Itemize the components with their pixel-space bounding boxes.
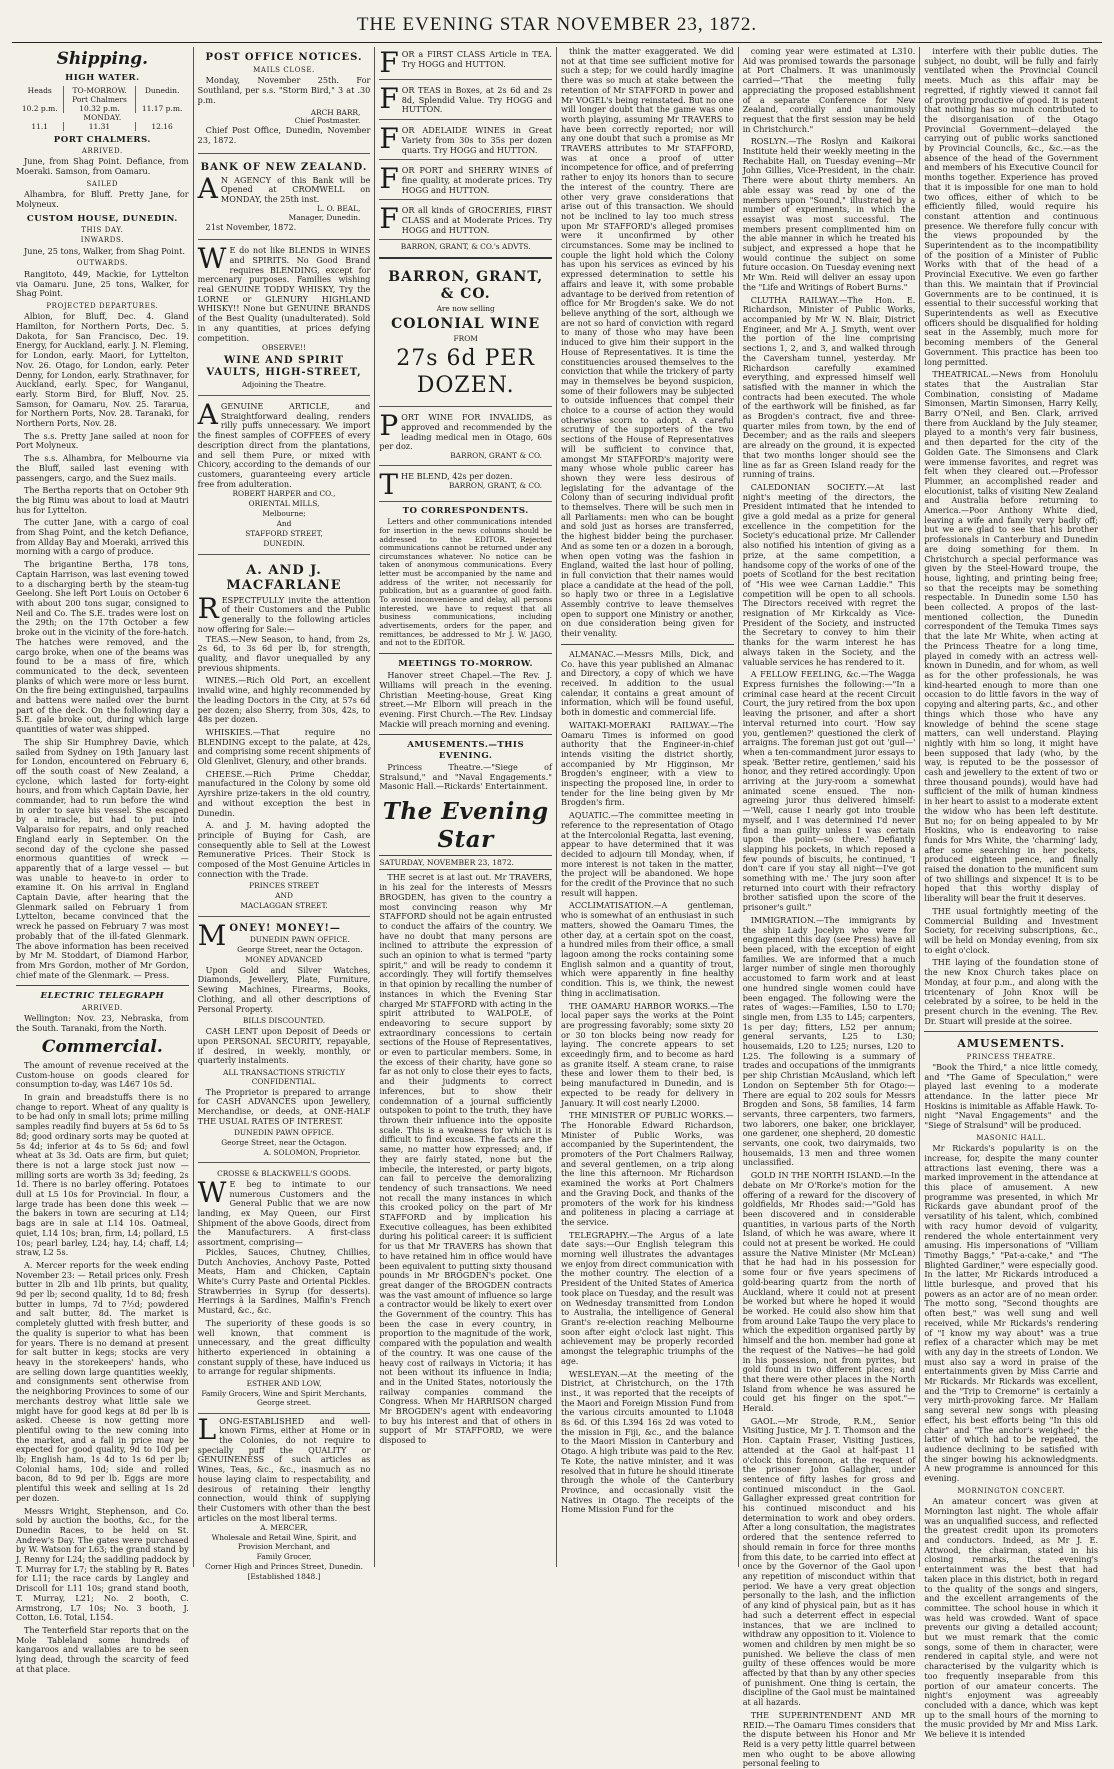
cash-lent: CASH LENT upon Deposit of Deeds or upon PERSONAL SECURITY, repayable, if desired, in weekly, monthly, or quarterly instalments. [197,1026,371,1066]
hogg-text: OR all kinds of GROCERIES, FIRST CLASS and at Moderate Prices. Try HOGG and HUTTON. [401,205,553,235]
arrived-heading: ARRIVED. [81,147,123,156]
correspondents-heading: TO CORRESPONDENTS. [402,505,529,516]
divider [379,653,552,654]
tide-cell: 10.2 p.m. [16,104,64,113]
colonial-wine-ad [379,264,552,407]
masonic-hall-text: Mr Rickards's popularity is on the increase, for, despite the many counter attractions last evening, there was a marked improvement in the attendance at this place of amusement. A new programme was presented, in which Mr Rickards gave abundant proof of the versatility of his talent, which, combined with racy humor devoid of vulgarity, rendered the whole entertainment very amusing. His impersonations of "Villiam Timothy Baggs," "Pat-a-cake," and "The Blighted Gardiner," were especially good. In the latter, Mr Rickards introduced a little burlesque, and proved that his powers as an actor are of no mean order. The motto song, "Second thoughts are often best," was well sung and well received, while Mr Rickards's rendering of "I know my way about" was a true reflex of a character which may be met with any day in the streets of London. We must also say a word in praise of the entertainments given by Miss Carrie and Mr Rickards. Mr Rickards was excellent, and the "Trip to Cremorne" is certainly a very mirth-provoking farce. Mr Hallam sang several new songs with pleasing effect, his best efforts being "In this old chair" and "The anchor's weighed;" the latter of which had to be repeated, the audience declining to be satisfied with the singer bowing his acknowledgments. A new programme is announced for this evening. [924,1143,1099,1484]
pawn-text: Upon Gold and Silver Watches, Diamonds, Jewellery, Plate, Furniture, Sewing Machines, Firearms, Books, Clothing, and all other descriptions of Personal Property. [197,964,371,1014]
hogg-text: OR a FIRST CLASS Article in TEA. Try HOGG and HUTTON. [401,49,553,69]
harper-street: STAFFORD STREET, [245,528,323,538]
outwards-text: Rangitoto, 449, Mackie, for Lyttelton via Oamaru. June, 25 tons, Walker, for Shag Point. [16,268,189,299]
drop-cap: R [197,591,219,625]
wines-text: E do not like BLENDS in WINES and SPIRITS. No Good Brand requires BLENDING, except for mercenary purposes. Families wishing real GENUINE TODDY WHISKY, Try the LORNE or GLENURY HIGHLAND WHISKY!! None but GENUINE BRANDS of the Best Quality (unadulterated). Sold in any quantities, at prices defying competition. [197,245,371,343]
news-item: CLUTHA RAILWAY.—The Hon. E. Richardson, Minister of Public Works, accompanied by Mr W. N. Blair, District Engineer, and Mr A. J. Smyth, went over the portion of the line comprising sections 1, 2, and 3, and walked through the Caversham tunnel, yesterday. Mr Richardson carefully examined everything, and expressed himself well satisfied with the manner in which the contracts had been executed. The whole of the earthwork will be finished, as far as Brogden's contract, five and three-quarter miles from town, by the end of December; and as the rails and sleepers are already on the ground, it is expected that two months longer should see the line as far as Green Island ready for the running of trains. [742,294,916,480]
tide-cell: 12.16 [151,121,173,131]
money-advanced: MONEY ADVANCED [245,954,323,964]
crosse-ad [198,1166,371,1414]
column-3 [375,47,557,1567]
tide-cell: 11.1 [16,122,64,131]
crosse-list: Pickles, Sauces, Chutney, Chillies, Dutch Anchovies, Anchovy Paste, Potted Meats, Ham and Chicken, Captain White's Curry Paste and Oriental Pickles. Strawberries in Syrup (for desserts). Herrings à la Sardines, Malfin's French Mustard, &c., &c. [197,1246,371,1316]
money-title: ONEY! MONEY!— [229,923,341,935]
drop-cap: W [197,1175,227,1209]
news-item: ROSLYN.—The Roslyn and Kaikorai Institute held their weekly meeting in the Rechabite Hall, on Tuesday evening—Mr John Gillies, Vice-President, in the chair. There were about thirty members. An able essay was read by one of the members upon "Sound," illustrated by a number of experiments, in which the essayist was most successful. The members present complimented him on the able manner in which he treated his subject, and expressed a hope that he would continue the subject on some future occasion. On Tuesday evening next Mr Wm. Reid will deliver an essay upon the "Life and Writings of Robert Burns." [742,136,916,292]
mercer-sub: Wholesale and Retail Wine, Spirit, and Provision Merchant, and [211,1533,357,1552]
tide-col-heads: Heads [16,86,64,104]
crosse-note: The superiority of these goods is so well known, that comment is unnecessary, and the great difficulty hitherto experienced in obtaining a constant supply of these, have induced us to arrange for regular shipments. [197,1317,371,1377]
princess-theatre-text: "Book the Third," a nice little comedy, and "The Game of Speculation," were played last evening to a moderate attendance. In the latter piece Mr Hoskins is inimitable as Affable Hawk. To-night "Naval Engagements" and the "Siege of Stralsund" will be produced. [924,1061,1099,1131]
tide-table [16,86,189,131]
hogg-ad [379,47,552,80]
observe: OBSERVE!! [262,343,306,353]
divider [924,1031,1098,1032]
telegraph-heading: ELECTRIC TELEGRAPH [40,991,165,1002]
solomon: A. SOLOMON, Proprietor. [263,1148,361,1158]
from-label: FROM [453,333,478,343]
telegraph-arrived: ARRIVED. [81,1003,123,1012]
mercer-sub: Family Grocer, [256,1552,312,1562]
harper-mills: ORIENTAL MILLS, [248,499,320,509]
harper-name: ROBERT HARPER and CO., [232,489,336,499]
drop-cap: T [379,467,399,501]
columns [12,46,1102,1769]
now-selling: Are now selling [436,303,495,313]
news-item: GAOL.—Mr Strode, R.M., Senior Visiting Justice, Mr J. T. Thomson and the Hon. Captain Fraser, Visiting Justices, attended at the Gaol at half-past 11 o'clock this forenoon, at the request of the prisoner John Gallagher, under sentence of fifty lashes for gross and continued misconduct in the Gaol. Gallagher expressed great contrition for his continued misconduct and his determination to work and obey orders. After a long consultation, the magistrates ordered that the sentence referred to should remain in force for three months from this date, to be carried into effect at once by the Governor of the Gaol upon any repetition of misconduct within that period. We have a very great objection personally to the lash, and the infliction of any kind of physical pain, but as it has had such a deterrent effect in especial instances, that we are inclined to withdraw any opposition to it. Violence to women and children by men might be so punished. We believe the class of men guilty of these offences would be more affected by that than by any other species of punishment. One thing is certain, the discipline of the Gaol must be maintained at all hazards. [742,1415,916,1708]
column-5 [739,46,921,1769]
drop-cap: F [379,202,399,236]
column-4 [557,47,739,1567]
established: [Established 1848.] [247,1571,321,1581]
teas-item: TEAS.—New Season, to hand, from 2s, 2s 6d, to 3s 6d per lb, for strength, quality, and flavor unequalled by any previous shipments. [197,633,371,673]
sailed-heading: SAILED [86,179,119,188]
mail-text: Monday, November 25th. For Southland, per s.s. "Storm Bird," 3 at .30 p.m. [197,75,371,105]
editorial-text: THE secret is at last out. Mr TRAVERS, in his zeal for the interests of Messrs BROGDEN, has given to the country a most convincing reason why Mr STAFFORD should not be again entrusted to conduct the affairs of the country. We have no doubt that many persons are inclined to attribute the expression of such an opinion to what is termed "party spirit," and will be ready to condemn it accordingly. They will fortify themselves in that opinion by recalling the number of instances in which the Evening Star charged Mr STAFFORD with acting in the spirit attributed to WALPOLE, of endeavoring to secure support by extraordinary concessions to certain sections of the House of Representatives, or even to particular members. Some, in the excess of their charity, have gone so far as not only to close their eyes to facts, and their judgments to correct inferences, but to show their condemnation of a journal sufficiently outspoken to point to the truth, they have thrown their influence into the opposite scale. This is a weakness for which it is difficult to find excuse. The facts are the same, no matter how expressed; and, if they are fairly stated, none but the imbecile, the interested, or party bigots, can fail to perceive the demoralizing tendency of such transactions. We need not recall the many instances in which this crooked policy on the part of Mr STAFFORD and by implication his Executive colleagues, has been exhibited during his political career: it is sufficient for us that Mr TRAVERS has shown that to have retained him in office would have been equivalent to putting sixty thousand pounds in Mr BROGDEN's pocket. One great danger of the BROGDEN contracts was the vast amount of influence so large a contractor would be likely to exert over the Government of the country. This has been the case in every country, in proportion to the magnitude of the work, compared with the population and wealth of the country. It was one cause of the heavy cost of railways in Victoria; it has not been without its influence in India; and in the United States, notoriously the railway companies command the Congress. When Mr HARRISON charged Mr BROGDEN's agent with endeavoring to buy his interest and that of others in support of Mr STAFFORD, we were disposed to [379,872,553,1446]
hogg-ad [379,83,552,120]
mails-close: MAILS CLOSE. [253,66,315,74]
tide-col-dunedin: Dunedin. [144,85,180,95]
news-item: THE MINISTER OF PUBLIC WORKS.—The Honorable Edward Richardson, Minister of Public Works, was accompanied by the Superintendent, the promoters of the Port Chalmers Railway, and several gentlemen, on a trip along the line this afternoon. Mr Richardson examined the works at Port Chalmers and the Graving Dock, and thanks of the promoters of the work for his kindness and politeness in placing a carriage at the service. [561,1110,734,1227]
news-item: interfere with their public duties. The subject, no doubt, will be fully and fairly ventilated when the Provincial Council meets. Much as this affair may be regretted, if rightly viewed it cannot fail of proving productive of good. It is patent that nothing has so much contributed to the disorganisation of the Otago Provincial Government—delayed the carrying out of public works sanctioned by Provincial Councils, &c., &c.—as the absence of the head of the Government and members of his Executive Council for months together. Experience has proved that it is impossible for one man to hold two offices, either of which to be efficiently filled, would require his constant attention and continuous presence. We therefore fully concur with the views propounded by the Superintendent as to the incompatibility of the position of a Minister of Public Works with that of the head of a Provincial Executive. We even go farther than this. We maintain that if Provincial Governments are to be continued, it is essential to their successful working that Superintendents as well as Executive officers should be disqualified for holding seat in the Assembly, much more for becoming members of the General Government. This practice has been too long permitted. [924,46,1099,367]
princess-theatre-heading: PRINCESS THEATRE. [966,1052,1056,1061]
news-item: TELEGRAPHY.—The Argus of a late date says:—Our English telegram this morning well illustrates the advantages we enjoy from direct communication with the mother country. The election of a President of the United States of America took place on Tuesday, and the result was on Wednesday transmitted from London to Australia, the intelligence of General Grant's re-election reaching Melbourne soon after eight o'clock last night. This achievement may be properly recorded amongst the telegraphic triumphs of the age. [561,1229,734,1366]
adjoining: Adjoining the Theatre. [241,380,327,390]
amusements-text: Princess Theatre.—"Siege of Stralsund," and "Naval Engagements." Masonic Hall.—Rickards' Entertainment. [379,762,553,792]
tide-monday: MONDAY. [83,112,122,122]
esther-sub: Family Grocers, Wine and Spirit Merchants, George street. [201,1388,367,1407]
drop-cap: M [197,919,227,953]
mercer-text: ONG-ESTABLISHED and well-known Firms, either at Home or in the Colonies, do not require to specially puff the QUALITY or GENUINENESS of such articles as Wines, Teas, &c., &c., inasmuch as no house laying claim to respectability, and desirous of retaining their lengthy connection, would think of supplying their Customers with other than the best articles on the most liberal terms. [197,1415,371,1523]
esther-low: ESTHER AND LOW, [246,1379,322,1389]
amusements-section-heading: AMUSEMENTS. [957,1037,1066,1051]
drop-cap: P [379,409,399,443]
customs-heading: CUSTOM HOUSE, DUNEDIN. [26,213,178,224]
proprietor-text: The Proprietor is prepared to arrange for CASH ADVANCES upon Jewellery, Merchandise, or deeds, at ONE-HALF THE USUAL RATES OF INTEREST. [197,1086,371,1126]
blend-sign: BARRON, GRANT, & CO. [448,480,543,490]
bank-ad [198,157,371,241]
amusements-heading: AMUSEMENTS.—THIS EVENING. [407,740,525,761]
pawn-office: DUNEDIN PAWN OFFICE. [249,935,350,945]
cheese-item: CHEESE.—Rich Prime Cheddar, manufactured in the Colony by some old Ayrshire prize-takers in the old country, and without exception the best in Dunedin. [197,768,371,818]
commercial-heading: Commercial. [41,1036,163,1057]
wines-ad [198,243,371,396]
pawn-office-2: DUNEDIN PAWN OFFICE. [233,1128,335,1138]
macfarlane-ad [198,558,371,918]
wine-price: 27s 6d PER DOZEN. [396,346,536,398]
harper-city: Melbourne; [262,509,306,519]
port-text: ORT WINE FOR INVALIDS, as approved and recommended by the leading medical men in Otago, 60s per doz. [379,412,553,452]
hogg-ad [379,123,552,160]
port-sign: BARRON, GRANT & CO. [450,451,543,461]
wine-vaults: WINE AND SPIRIT VAULTS, HIGH-STREET, [206,355,362,379]
shipping-heading: Shipping. [56,49,149,69]
column-2 [194,47,376,1581]
shipping-news: The ship Sir Humphrey Davie, which sailed from Sydney on 19th January last for London, encountered on February 6, off the south coast of New Zealand, a cyclone, which lasted for forty-eight hours, and from which Captain Davie, her commander, had to run before the wind in order to save his vessel. She escaped by a miracle, but had to put into Valparaiso for repairs, and only reached England early in September. On the second day of the cyclone she passed enormous quantities of wreck — apparently that of a large vessel — but was unable to heave-to in order to examine it. On his arrival in England Captain Davie, after hearing that the Glenmark sailed on February 1 from Lyttelton, became convinced that the wreck he passed on February 7 was most probably that of the ill-fated Glenmark. The above information has been received by Mr M. Stoddart, of Diamond Harbor, from Mrs Gordon, mother of Mr Gordon, chief mate of the Glenmark. — Press. [16,736,189,980]
macfarlane-note: A. and J. M. having adopted the principle of Buying for Cash, are consequently able to Sell at the Lowest Remunerative Prices. Their Stock is composed of the Most Genuine Articles in connection with the Trade. [197,820,371,879]
drop-cap: F [379,122,399,156]
pawn-location: George Street, near the Octagon. [237,944,363,954]
sailed-text: Alhambra, for Bluff. Pretty Jane, for Molyneux. [16,189,189,209]
news-item: THE laying of the foundation stone of the new Knox Church takes place on Monday, at four p.m., and along with the tricentenary of John Knox will be celebrated by a soiree, to be held in the present church in the evening. The Rev. Dr. Stuart will preside at the soiree. [924,957,1099,1026]
commercial-text: A. Mercer reports for the week ending November 23: — Retail prices only. Fresh butter in 2lb and 1lb prints, but quality, 9d per lb; second quality, 1d to 8d; fresh butter in lumps, 7d to 7½d; powdered and salt butter, 8d. The market is completely glutted with fresh butter, and the quality is superior to what has been for years. There is no demand at present for salt butter in kegs; stocks are very heavy in the storekeepers' hands, who are selling down large quantities weekly, and consignments sent otherwise from the neighboring Provinces to some of our merchants destroy what little sale we might have for good kegs at 8d per lb is asked. Cheese is now getting more plentiful owing to the new coming into the market, and a fall in price may be expected for good quality, 9d to 10d per lb; English ham, 1s 4d to 1s 6d per lb; Colonial hams, 10d; side and rolled bacon, 8d to 9d per lb. Eggs are more plentiful this week and selling at 1s 2d per dozen. [16,1259,189,1503]
port-heading: PORT CHALMERS. [53,134,151,145]
bank-sign-title: Manager, Dunedin. [288,212,361,222]
projected-heading: PROJECTED DEPARTURES. [46,301,159,310]
mornington-heading: MORNINGTON CONCERT. [957,1486,1066,1495]
post-office-title: POST OFFICE NOTICES. [205,52,363,63]
mercer-sub: Corner High and Princes Street, Dunedin. [205,1561,363,1571]
news-item: coming year were estimated at L310. Aid was promised towards the parsonage at Port Chalmers. It was unanimously carried—"That the meeting fully appreciating the proposed establishment of a separate Conference for New Zealand, cordially and unanimously request that the first session may be held in Christchurch." [742,46,916,134]
shipping-news: The s.s. Pretty Jane sailed at noon for Port Molyneux. [16,430,189,451]
drop-cap: F [379,162,399,196]
barron-title: BARRON, GRANT, & CO. [388,269,544,303]
bills-discounted: BILLS DISCOUNTED. [242,1016,326,1026]
princes-and: AND [275,891,293,901]
shipping-news: The s.s. Alhambra, for Melbourne via the Bluff, sailed last evening with passengers, cargo, and the Suez mails. [16,453,189,483]
commercial-text: The amount of revenue received at the Custom-house on goods cleared for consumption to-day, was L467 10s 5d. [16,1059,189,1090]
shipping-news: The Bertha reports that on October 9th the big Rimu was about to load at Mautri hus for Lyttelton. [16,485,189,515]
drop-cap: W [197,242,227,276]
telegraph-text: Wellington: Nov. 23, Nebraska, from the South. Taranaki, from the North. [16,1013,189,1033]
bank-date: 21st November, 1872. [205,221,297,232]
news-item: ACCLIMATISATION.—A gentleman, who is somewhat of an enthusiast in such matters, showed the Oamaru Times, the other day, at a certain spot on the coast, a hundred miles from their office, a small lagoon among the rocks containing some English salmon and a quantity of trout, which were apparently in fine healthy condition. This is, we think, the newest thing in acclimatisation. [561,900,734,998]
masonic-hall-heading: MASONIC HALL. [976,1133,1047,1142]
news-item: CALEDONIAN SOCIETY.—At last night's meeting of the directors, the President intimated that he intended to give a gold medal as a prize for general excellence in the competition for the Society's educational prize. Mr Callender also notified his intention of giving as a prize, at the same competition, a handsome copy of the works of one of the poets of Scotland for the best recitation of "His wee wee Carnan Laddie." This competition will be open to all schools. The Directors received with regret the resignation of Mr Kirkcaldy as Vice-President of the Society, and instructed the Secretary to convey to him their thanks for the warm interest he has always taken in the Society, and the valuable services he has rendered to it. [742,481,916,667]
news-item: A FELLOW FEELING, &c.—The Wagga Express furnishes the following:—"In a criminal case heard at the recent Circuit Court, the jury retired from the box upon leaving the prisoner, and after a short interval returned into court. 'How say you, gentlemen?' questioned the clerk of arraigns. The foreman just got out 'guil—' when a ten-commandment juror essays to speak. 'Better retire, gentlemen,' said his honor, and they retired accordingly. Upon arriving at the jury-room a somewhat animated scene ensued. The non-agreeing juror thus delivered himself:—'Well, cause I nearly got into trouble myself, and I was determined I'd never find a man guilty unless I was certain upon the point—so there.' Defiantly slapping his pockets, in which reposed a few pounds of biscuits, he continued, 'I don't care if you stay all night—I've got something with me.' The jury soon after returned into court with their refractory brother satisfied upon the score of the prisoner's guilt." [742,669,916,913]
mercer-name: A. MERCER, [260,1523,308,1533]
meetings-text: Hanover street Chapel.—The Rev. J. Williams will preach in the evening. Christian Meeting-house, Great King street.—Mr Elborn will preach in the evening. First Church.—The Rev. Lindsay Mackie will preach morning and evening. [379,670,553,729]
drop-cap: F [379,46,399,79]
coffee-ad [198,399,371,555]
pawn-location-2: George Street, near the Octagon. [221,1138,347,1148]
hogg-ad [379,163,552,200]
crosse-text: E beg to intimate to our numerous Customers and the General Public that we are now landing, ex May Queen, our First Shipment of the above Goods, direct from the Manufacturers. A first-class assortment, comprising— [197,1178,371,1248]
port-wine-ad [379,410,552,466]
projected-text: Albion, for Bluff, Dec. 4. Gland Hamilton, for Northern Ports, Dec. 5. Dakota, for San Francisco, Dec. 19. Energy, for Auckland, early. J. N. Fleming, for London, early. Maori, for Lyttelton, Nov. 26. Otago, for London, early. Peter Denny, for London, early. Strathnaver, for Auckland, early. Spec, for Wanganui, early. Storm Bird, for Bluff, Nov. 25. Samson, for Oamaru, Nov. 25. Tararua, for Northern Ports, Nov. 28. Taranaki, for Northern Ports, Nov. 28. [16,311,189,429]
harper-town: DUNEDIN. [263,538,305,548]
news-item: GOLD IN THE NORTH ISLAND.—In the debate on Mr O'Rorke's motion for the offering of a reward for the discovery of goldfields, Mr Rhodes said:—"Gold has been discovered and in considerable quantities, in various parts of the North Island, of which he was aware, where it could not at present be worked. He could assure the Native Minister (Mr McLean) that he had had in his possession for some four or five years specimens of gold-bearing quartz from the north of Auckland, where it could not at present be worked but where he hoped it would be worked. He could also show him that from around Lake Taupo the very place to which the expedition organised partly by himself and the hon. member had gone at the request of the Natives—he had gold in his possession, not from pyrites, but gold found in two different places; and that there were other places in the North Island from whence he was assured he could get his finger on the spot."—Herald. [742,1170,916,1414]
harper-and: And [276,518,292,528]
drop-cap: F [379,82,399,115]
news-item: AQUATIC.—The committee meeting in reference to the representation of Otago at the Intercolonial Regatta, last evening, appear to have determined that it was decided to adjourn till Monday, when, if more interest is not taken in the matter, the project will be abandoned. We hope for the credit of the Province that no such result will happen. [561,810,734,898]
hogg-text: OR ADELAIDE WINES in Great Variety from 30s to 35s per dozen quarts. Try HOGG and HUTTON. [401,125,553,155]
page-title: THE EVENING STAR NOVEMBER 23, 1872. [12,14,1102,43]
column-6 [920,46,1102,1740]
tide-cell: 11.17 p.m. [141,103,183,113]
news-item: WESLEYAN.—At the meeting of the District, at Christchurch, on the 17th inst., it was reported that the receipts of the Maori and Foreign Mission Fund from the various circuits amounted to L1048 8s 6d. Of this L394 16s 2d was voted to the mission in Fiji, &c., and the balance to the Maori Mission in Canterbury and Otago. A high tribute was paid to the Rev. Te Kote, the native minister, and it was resolved that in future he should itinerate through the whole of the Canterbury Province, and occasionally visit the Natives in Otago. The receipts of the Home Mission Fund for the [561,1368,734,1515]
meetings-heading: MEETINGS TO-MORROW. [398,658,534,669]
wines-item: WINES.—Rich Old Port, an excellent invalid wine, and highly recommended by the leading Doctors in the City, at 57s 6d per dozen; also Sherry, from 30s, 42s, to 48s per dozen. [197,675,371,725]
mornington-text: An amateur concert was given at Mornington last night. The whole affair was an unqualified success, and reflected the greatest credit upon its promoters and conductors. Indeed, as Mr J. E. Attwood, the chairman, stated in his closing remarks, the evening's entertainment was the best that had taken place in this district, both in regard to the quality of the songs and singers, and the excellent arrangements of the committee. The school house in which it was held was crowded. Want of space prevents our giving a detailed account; but we must remark that the comic songs, some of them in character, were rendered in capital style, and were not characterised by the vulgarity which is too frequently inseparable from this portion of our amateur concerts. The night's enjoyment was agreeably concluded with a dance, which was kept up to the small hours of the morning to the music provided by Mr and Miss Lark. We believe it is intended [924,1496,1099,1740]
divider [379,257,552,259]
commercial-text: Messrs Wright, Stephenson, and Co. sold by auction the booths, &c., for the Dunedin Races, to be held on St. Andrew's Day. The gates were purchased by W. Watson for L63; the grand stand by J. Renny for L24; the saddling paddock by T. Murray for L7; the stabling by R. Bates for L11; the race cards by Langley and Driscoll for L11 10s; grand stand booth, T. Murray, L21; No. 2 booth, C. Armstrong, L7 10s; No. 3 booth, J. Cotton, L6. Total, L154. [16,1505,189,1623]
dateline: SATURDAY, NOVEMBER 23, 1872. [379,855,552,870]
macfarlane-title: A. AND J. MACFARLANE [226,562,342,594]
divider [379,734,552,735]
arrived-text: June, from Shag Point. Defiance, from Moeraki. Samson, from Oamaru. [16,156,189,177]
coffee-text: GENUINE ARTICLE, and Straightforward dealing, renders rilly puffs unnecessary. We import the finest samples of COFFEES of every description direct from the plantations, and sell them Pure, or mixed with Chicory, according to the demands of our customers, guaranteeing every article free from adulteration. [197,401,371,489]
pawn-ad [198,920,371,1163]
news-item: THE OAMARU HARBOR WORKS.—The local paper says the works at the Point are progressing favorably; some sixty 20 or 30 ton blocks being now ready for laying. The concrete appears to set exceedingly firm, and to become as hard as granite itself. A steam crane, to raise these and lower them to their bed, is being manufactured in Dunedin, and is expected to be ready for delivery in January. It will cost nearly L2000. [561,1000,734,1108]
news-item: ALMANAC.—Messrs Mills, Dick, and Co. have this year published an Almanac and Directory, a copy of which we have received. In addition to the usual calendar, it contains a great amount of information, which will be found useful, both in domestic and commercial life. [561,648,734,718]
news-item: THE usual fortnightly meeting of the Commercial Building and Investment Society, for receiving subscriptions, &c., will be held on Monday evening, from six to eight o'clock. [924,905,1099,955]
barron-ads-heading: BARRON, GRANT, & CO.'s ADVTS. [400,242,531,252]
outwards-heading: OUTWARDS. [76,259,128,268]
commercial-text: In grain and breadstuffs there is no change to report. Wheat of any quality is to be had only in small lots; prime milling samples readily find buyers at 5s 6d to 5s 8d; good ordinary sorts may be quoted at 5s 4d; inferior at 4s to 5s 6d; and fowl wheat at 3s 3d. Oats are firm, but quiet; there is not a large stock just now — milling sorts are worth 3s 3d; feeding, 2s 1d. There is no barley offering. Potatoes dull at L5 10s for Provincial. In flour, a large trade has been done this week — the bakers in town are securing at L14; bags are in sale at L14 10s. Oatmeal, quiet, L14 10s; bran, firm, L4; pollard, L5 10s; pearl barley, L24; hay, L4; chaff, L4; straw, L2 5s. [16,1092,189,1258]
this-day: THIS DAY. [81,225,124,234]
crosse-title: CROSSE & BLACKWELL'S GOODS. [217,1169,351,1179]
post-sign: ARCH BARR, [310,107,361,117]
colonial-wine: COLONIAL WINE [391,315,541,332]
shipping-news: The cutter Jane, with a cargo of coal from Shag Point, and the ketch Defiance, from Allday Bay and Moeraki, arrived this morning with a cargo of produce. [16,517,189,557]
hogg-text: OR PORT and SHERRY WINES of fine quality, at moderate prices. Try HOGG and HUTTON. [401,165,553,195]
princes-street: PRINCES STREET [249,881,319,891]
divider [561,644,734,645]
editorial-continued: think the matter exaggerated. We did not at that time see sufficient motive for such a step; for we could hardly imagine there was so much at stake between the retention of Mr STAFFORD in power and Mr VOGEL's being reinstated. But no one will longer doubt that the game was one worth playing, assuming Mr TRAVERS to have been correctly reported; nor will any one doubt that such a promise as Mr TRAVERS attributes to Mr STAFFORD, was at once a proof of utter incompetence for office, and of preferring rather to enjoy its honors than to secure the interest of the country. There are other very grave considerations that arise out of this transaction. We should not be inclined to lay too much stress upon Mr STAFFORD's alleged promises were it unconfirmed by other circumstances. Some may be inclined to couple the light hold which the Colony has upon his services as evinced by his expressed determination to settle his affairs and leave it, with some probable advantage to be derived from retention of office for Mr Brogden's sake. We do not believe anything of the sort, although we are not so hard of conviction with regard to many of those who may have been induced to give him their support in the House of Representatives. It is time the constituencies aroused themselves to the conviction that while the trickery of party may in themselves be beyond suspicion, some of their followers may be subjected to outside influences that compel their choice to a course of action they would otherwise scorn to adopt. A careful scrutiny of the supporters of the two sections of the House of Representatives will be sufficient to convince that, amongst Mr STAFFORD's majority were many whose whole public career has shown they were less desirous of legislating for the advantage of the Colony than of securing individual profit to themselves. There will be such men in all Parliaments: men who can be bought and sold just as horses are transferred, the highest bidder being the purchaser. And as some ten or a dozen in a borough, when open voting was the fashion in England, waited the last hour of polling, in full conviction that their names would place a candidate at the head of the poll, so haply two or three in a Legislative Assembly contrive to leave themselves open to support one Ministry or another, on due consideration being given for their venality. [561,46,734,639]
tide-cell: 11.31 [64,122,135,131]
post-sign-title: Chief Postmaster. [294,116,361,126]
inwards-heading: INWARDS. [80,236,124,245]
drop-cap: A [197,171,218,205]
hogg-ad [379,203,552,240]
macfarlane-text: ESPECTFULLY invite the attention of their Customers and the Public generally to the following articles now offering for Sale:— [197,594,371,634]
news-item: THEATRICAL.—News from Honolulu states that the Australian Star Combination, consisting of Madame Simonsen, Martin Simonsen, Harry Kelly, Barry O'Neil, and Ben. Clark, arrived there from Auckland by the July steamer, played to a month's very fair business, and then departed for the city of the Golden Gate. The Simonsens and Clark were immense favorites, and regret was felt when they cleared out.—Professor Plummer, an accomplished reader and elocutionist, talks of visiting New Zealand and Australia before returning to America.—Poor Anthony White died, leaving a wife and family very badly off; but we are glad to see that his brother professionals in Canterbury and Dunedin are doing something for them. In Christchurch a special performance was given by the Steel-Howard troupe, the house, lighting, and printing being free; so that the receipts may be something respectable. In Dunedin some L50 has been collected. A propos of the last-mentioned collection, the Dunedin correspondent of the Temuka Times says that the late Mr White, when acting at the Princess Theatre for a long time, played in comedy with an actress well-known in Dunedin, and for whom, as well as for the other professionals, he was kind-hearted enough to more than one occasion to do little favors in the way of copying and altering parts, &c., and other things which those who have any knowledge of behind the scene stage matters, can well understand. Playing nightly with him so long, it might have been supposed that lady (who, by the way, is reputed to be the possessor of cash and jewellery to the extent of two or three thousand pounds), would have had sufficient of the milk of human kindness in her heart to assist to a moderate extent the widow who has been left destitute. But no; for on being appealed to by Mr Hoskins, who is endeavoring to raise funds for Mrs White, the 'charming' lady, after some searching in her pockets, produced eighteen pence, and finally raised the donation to the munificent sum of two shillings and sixpence! It is to be hoped that this worthy display of liberality will bear the fruit it deserves. [924,369,1099,904]
maclaggan-street: MACLAGGAN STREET. [240,901,328,911]
bank-text: N AGENCY of this Bank will be Opened at CROMWELL on MONDAY, the 25th inst. [220,174,371,205]
hogg-text: OR TEAS in Boxes, at 2s 6d and 2s 8d, Splendid Value. Try HOGG and HUTTON. [401,85,553,115]
drop-cap: A [197,398,218,431]
inwards-text: June, 25 tons, Walker, from Shag Point. [24,245,185,256]
post-location: Chief Post Office, Dunedin, November 23, 1872. [197,125,371,145]
high-water-heading: HIGH WATER. [65,73,140,84]
tide-col-port: TO-MORROW. Port Chalmers [64,86,135,104]
drop-cap: L [197,1412,217,1446]
divider [16,985,189,986]
news-item: WAITAKI-MOERAKI RAILWAY.—The Oamaru Times is informed on good authority that the Engineer-in-chief intends visiting the district shortly, accompanied by Mr Higginson, Mr Brogden's engineer, with a view to inspecting the proposed line, in order to tender for the line being given by Mr Brogden's firm. [561,719,734,808]
evening-star-masthead: The Evening Star [382,798,549,853]
blend-ad [379,469,552,502]
whiskies-item: WHISKIES.—That require no BLENDING except to the palate, at 42s, and comprising some recent shipments of Old Glenlivet, Glenury, and other brands. [197,726,371,767]
blend-text: HE BLEND, 42s per dozen. [401,470,513,481]
confidential: ALL TRANSACTIONS STRICTLY CONFIDENTIAL. [222,1067,346,1086]
news-item: THE SUPERINTENDENT AND MR REID.—The Oamaru Times considers that the dispute between his Honor and Mr Reid is a very petty little quarrel between men who ought to be above allowing personal feeling to [742,1709,916,1769]
bank-sign: L. O. BEAL, [316,203,361,213]
commercial-text: The Tenterfield Star reports that on the Mole Tableland some hundreds of kangaroos and wallabies are to be seen lying dead, through the scarcity of feed at that place. [16,1624,189,1674]
tide-cell: 10.32 p.m. [64,104,135,113]
bank-title: BANK OF NEW ZEALAND. [200,161,368,173]
shipping-news: The brigantine Bertha, 178 tons, Captain Harrison, was last evening towed to a discharging berth by the steam-tug Geelong. She left Port Louis on October 6 with about 200 tons sugar, consigned to Neil and Co. The S.E. trades were lost on the 29th; on the 17th October a few broke out in the vicinity of the fore-hatch. The hatches were removed, and the cargo broke, when one of the beams was found to be a mass of fire, which communicated to the deck, seventeen planks of which were more or less burnt. On the fire being extinguished, tarpaulins and battens were nailed over the burnt part of the deck. On the following day a S.E. gale broke out, during which large quantities of water was shipped. [16,559,189,735]
column-1 [12,47,194,1674]
mercer-ad [197,1412,371,1582]
news-item: IMMIGRATION.—The immigrants by the ship Lady Jocelyn who were for engagement this day (see Press) have all been placed, with the exception of eight families. We are informed that a much larger number of single men thoroughly accustomed to farm work and at least one hundred single women could have been engaged. The following were the rates of wages:—Families, L50 to L70; single men, from L35 to L45; carpenters, 1s per day; fitters, L52 per annum; general servants, L25 to L30; housemaids, L20 to L25; nurses, L20 to L25. The following is a summary of trades and occupations of the immigrants per ship Christian McAusland, which left London on September 5th for Otago:—There are equal to 202 souls for Messrs Brogden and Sons, 58 families, 14 farm servants, three carpenters, two farmers, two laborers, one baker, one bricklayer, one gardener, one shepherd, 20 domestic servants, one cook, two dairymaids, two housemaids, 13 men and three women unclassified. [742,914,916,1168]
post-office-ad [198,47,371,154]
correspondents-text: Letters and other communications intended for insertion in the news columns should be addressed to the EDITOR. Rejected communications cannot be returned under any circumstances whatever. No notice can be taken of anonymous communications. Every letter must be accompanied by the name and address of the writer, not necessarily for publication, but as a guarantee of good faith. To avoid inconvenience and delay, all persons interested, we have to request that all business communications, including advertisements, orders for the paper, and remittances, be addressed to Mr J. W. JAGO, and not to the EDITOR. [379,517,553,648]
